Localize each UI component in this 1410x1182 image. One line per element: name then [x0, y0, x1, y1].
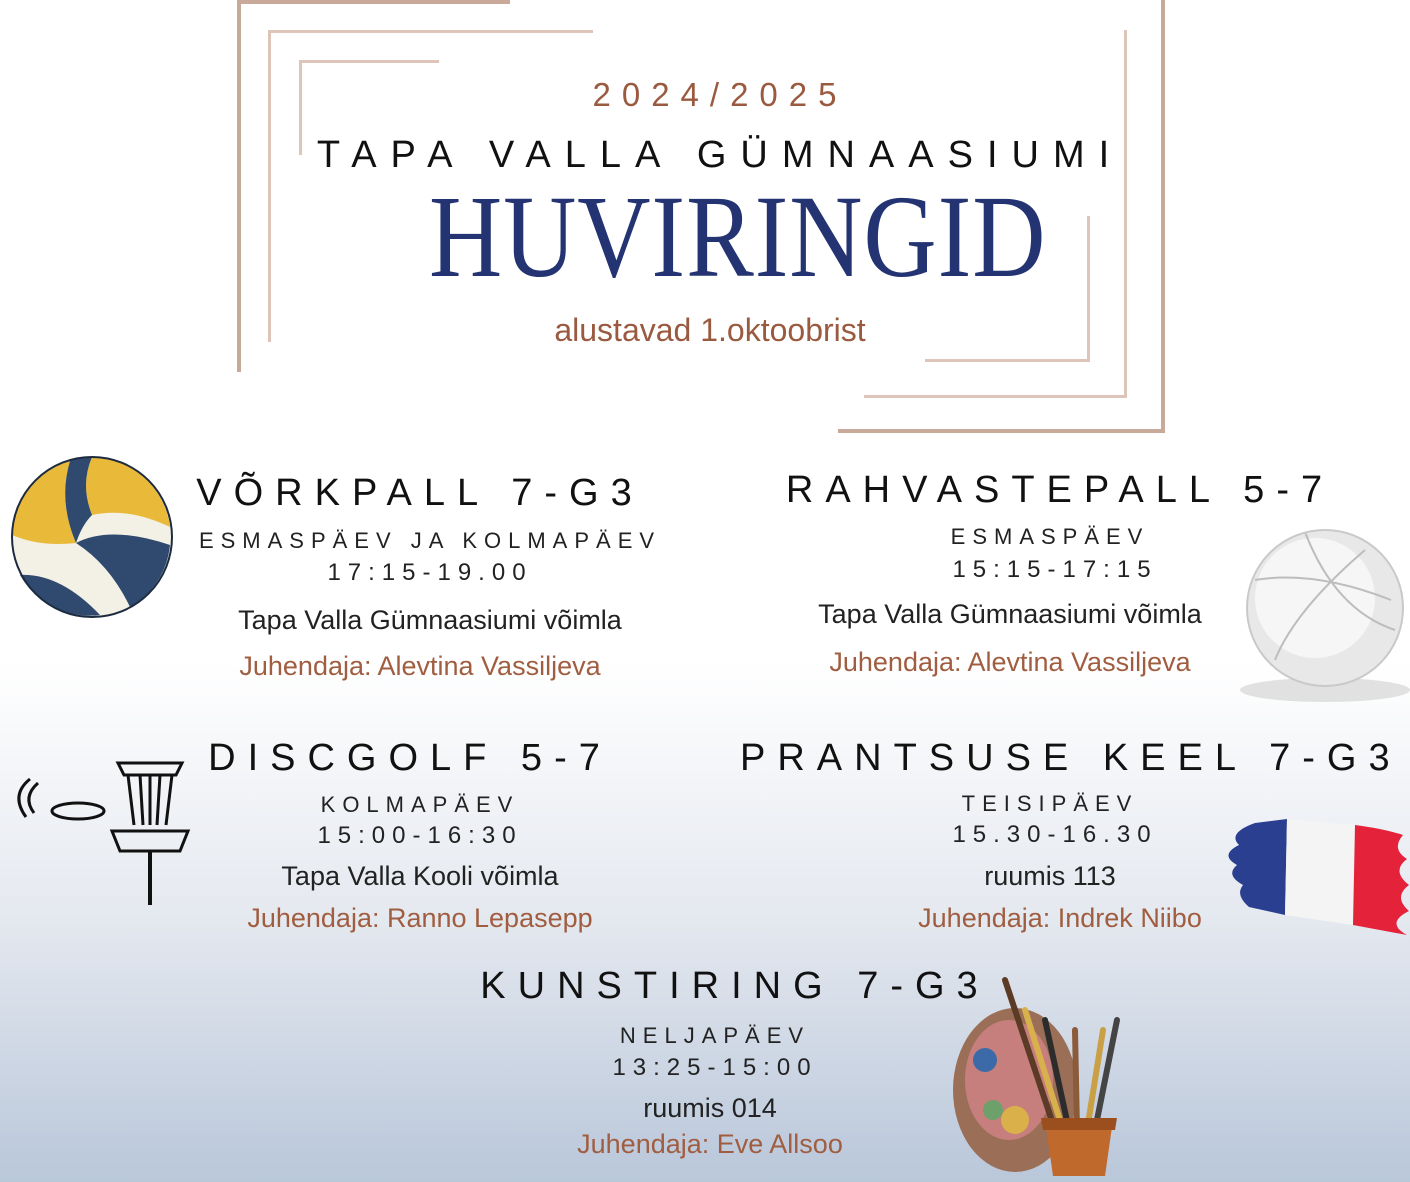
club-day: ESMASPÄEV: [950, 524, 1150, 549]
club-time: 15:15-17:15: [952, 556, 1158, 583]
club-leader: Juhendaja: Ranno Lepasepp: [247, 903, 593, 933]
start-date: alustavad 1.oktoobrist: [554, 312, 866, 348]
club-day: ESMASPÄEV JA KOLMAPÄEV: [198, 528, 662, 553]
club-place: ruumis 014: [643, 1093, 777, 1123]
volleyball-icon: [10, 455, 174, 619]
club-time: 13:25-15:00: [612, 1054, 818, 1081]
club-time: 17:15-19.00: [327, 559, 533, 586]
club-day: NELJAPÄEV: [619, 1023, 811, 1048]
club-leader: Juhendaja: Alevtina Vassiljeva: [239, 651, 601, 681]
school-name: TAPA VALLA GÜMNAASIUMI: [316, 134, 1124, 176]
club-title: RAHVASTEPALL 5-7: [785, 469, 1335, 511]
club-day: KOLMAPÄEV: [320, 792, 520, 817]
club-leader: Juhendaja: Alevtina Vassiljeva: [829, 647, 1191, 677]
club-place: Tapa Valla Kooli võimla: [281, 861, 559, 891]
french-flag-icon: [1215, 815, 1410, 937]
school-year: 2024/2025: [592, 76, 848, 113]
club-time: 15.30-16.30: [952, 821, 1158, 848]
club-day: TEISIPÄEV: [961, 791, 1139, 816]
club-title: PRANTSUSE KEEL 7-G3: [740, 737, 1402, 779]
page-title: HUVIRINGID: [429, 171, 1047, 302]
club-title: DISCGOLF 5-7: [208, 737, 612, 779]
club-title: KUNSTIRING 7-G3: [480, 965, 990, 1007]
club-place: Tapa Valla Gümnaasiumi võimla: [818, 599, 1202, 629]
club-title: VÕRKPALL 7-G3: [196, 472, 644, 514]
club-time: 15:00-16:30: [317, 822, 523, 849]
club-place: ruumis 113: [984, 861, 1116, 891]
club-place: Tapa Valla Gümnaasiumi võimla: [238, 605, 622, 635]
club-leader: Juhendaja: Indrek Niibo: [918, 903, 1202, 933]
club-leader: Juhendaja: Eve Allsoo: [577, 1129, 843, 1159]
discgolf-basket-icon: [8, 755, 198, 907]
